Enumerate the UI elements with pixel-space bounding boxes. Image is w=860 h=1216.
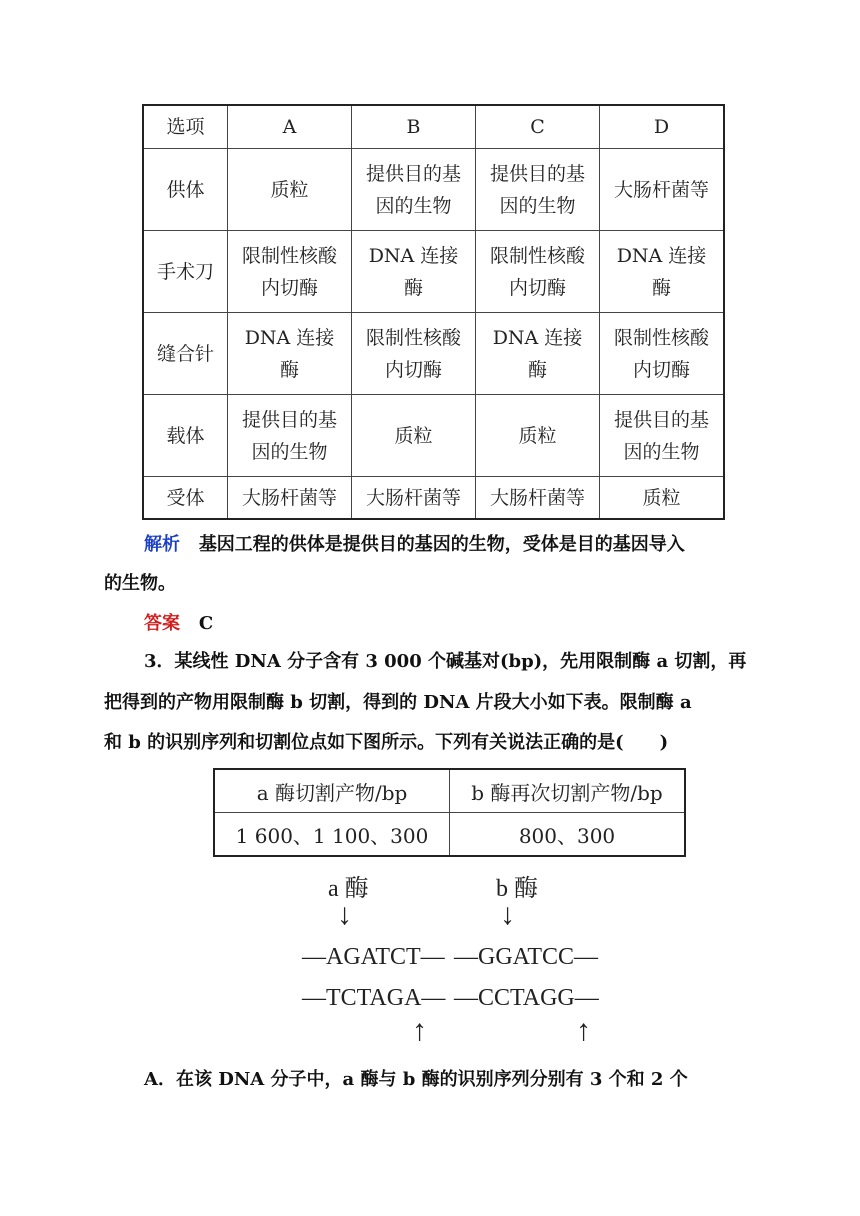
header-cell: a 酶切割产物/bp xyxy=(214,769,450,813)
analysis-line-1 xyxy=(144,527,804,563)
table-cell: 质粒 xyxy=(352,395,476,477)
arrow-up-icon: ↑ xyxy=(412,1014,427,1047)
header-cell: A xyxy=(228,105,352,149)
table-cell: 提供目的基因的生物 xyxy=(352,149,476,231)
question-line-1: 3．某线性 DNA 分子含有 3 000 个碱基对(bp)，先用限制酶 a 切割，再 xyxy=(144,651,747,672)
row-label: 手术刀 xyxy=(143,231,228,313)
table-cell: 1 600、1 100、300 xyxy=(214,813,450,857)
table-cell: 提供目的基因的生物 xyxy=(228,395,352,477)
header-cell: D xyxy=(600,105,725,149)
table-cell: 限制性核酸内切酶 xyxy=(352,313,476,395)
table-cell: DNA 连接酶 xyxy=(600,231,725,313)
header-cell: 选项 xyxy=(143,105,228,149)
header-cell: B xyxy=(352,105,476,149)
row-label: 受体 xyxy=(143,477,228,520)
option-a: A．在该 DNA 分子中，a 酶与 b 酶的识别序列分别有 3 个和 2 个 xyxy=(144,1069,688,1090)
question-line-2: 把得到的产物用限制酶 b 切割，得到的 DNA 片段大小如下表。限制酶 a xyxy=(104,692,692,713)
arrow-down-icon: ↓ xyxy=(500,898,515,931)
arrow-up-icon: ↑ xyxy=(576,1014,591,1047)
question-line-3: 和 b 的识别序列和切割位点如下图所示。下列有关说法正确的是( ) xyxy=(104,732,669,753)
table-cell: 限制性核酸内切酶 xyxy=(228,231,352,313)
row-label: 缝合针 xyxy=(143,313,228,395)
arrow-down-icon: ↓ xyxy=(337,898,352,931)
sequence-bottom-a: —TCTAGA— xyxy=(302,985,446,1011)
table-cell: 提供目的基因的生物 xyxy=(600,395,725,477)
table-cell: 质粒 xyxy=(600,477,725,520)
table-cell: 限制性核酸内切酶 xyxy=(600,313,725,395)
table-cell: 800、300 xyxy=(450,813,686,857)
table-cell: DNA 连接酶 xyxy=(228,313,352,395)
table-cell: 质粒 xyxy=(476,395,600,477)
analysis-line-2: 的生物。 xyxy=(104,573,176,594)
sequence-bottom-b: —CCTAGG— xyxy=(454,985,599,1011)
table-cell: 大肠杆菌等 xyxy=(476,477,600,520)
digest-table xyxy=(213,768,686,857)
enzyme-b-label: b 酶 xyxy=(496,876,538,902)
answer-line xyxy=(144,606,804,642)
table-cell: 大肠杆菌等 xyxy=(352,477,476,520)
table-cell: 限制性核酸内切酶 xyxy=(476,231,600,313)
header-cell: C xyxy=(476,105,600,149)
sequence-top-b: —GGATCC— xyxy=(454,944,599,970)
answer-value: C xyxy=(198,613,214,634)
row-label: 载体 xyxy=(143,395,228,477)
sequence-top-a: —AGATCT— xyxy=(302,944,445,970)
header-cell: b 酶再次切割产物/bp xyxy=(450,769,686,813)
table-cell: 质粒 xyxy=(228,149,352,231)
answer-label: 答案 xyxy=(144,613,180,634)
options-table xyxy=(142,104,725,520)
table-cell: 大肠杆菌等 xyxy=(228,477,352,520)
table-cell: 大肠杆菌等 xyxy=(600,149,725,231)
table-cell: 提供目的基因的生物 xyxy=(476,149,600,231)
row-label: 供体 xyxy=(143,149,228,231)
analysis-text: 基因工程的供体是提供目的基因的生物，受体是目的基因导入 xyxy=(198,534,685,555)
enzyme-a-label: a 酶 xyxy=(328,876,369,902)
table-cell: DNA 连接酶 xyxy=(476,313,600,395)
analysis-label: 解析 xyxy=(144,534,180,555)
table-cell: DNA 连接酶 xyxy=(352,231,476,313)
